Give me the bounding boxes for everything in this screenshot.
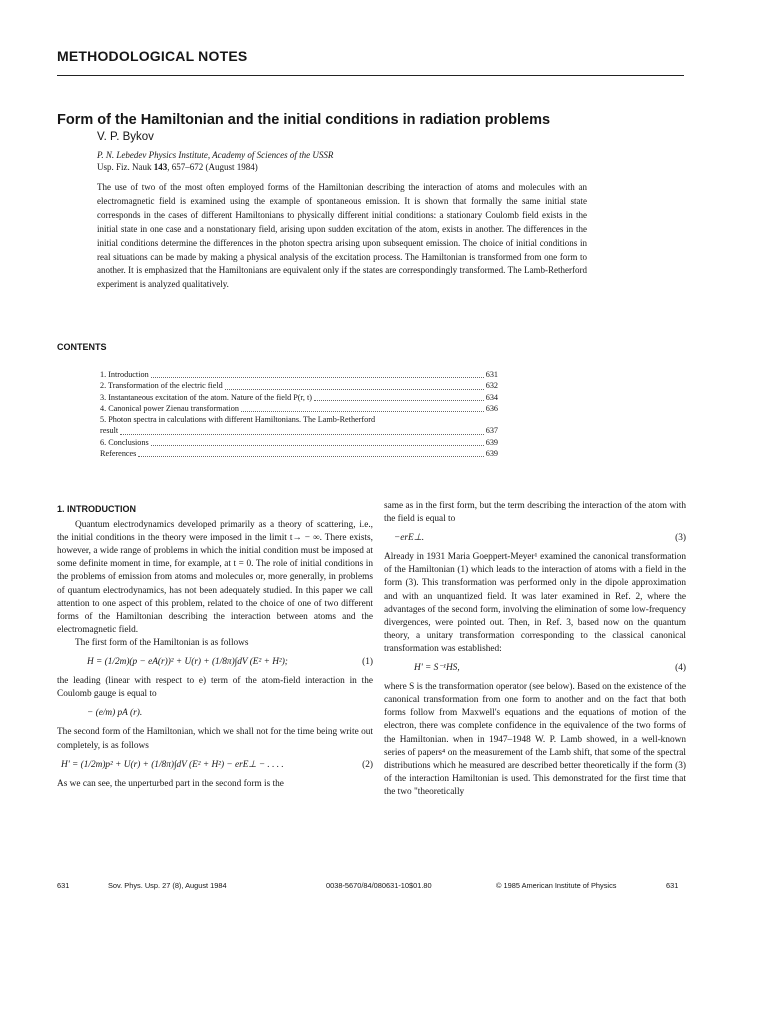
paragraph: The second form of the Hamiltonian, which we shall not for the time being write out completely, is as follows xyxy=(57,727,373,751)
toc-leader xyxy=(120,434,484,435)
paragraph: Quantum electrodynamics developed primarily as a theory of scattering, i.e., the initial conditions in the theory were imposed in the limit t→ − ∞. There exists, however, a wide range of problems in which the initial condition must be imposed at some definite moment in time, for example, at t = 0. The role of initial conditions in the problems of emission from atoms and molecules or, more generally, in problems of quantum electrodynamics, has not been adequately studied. In this paper we call attention to one aspect of this problem, related to the choice of one of two different forms of the Hamiltonian describing the interaction between atoms and the electromagnetic field. xyxy=(57,520,373,635)
toc-item-page: 634 xyxy=(485,392,498,402)
equation-body: −erE⊥. xyxy=(394,533,425,544)
toc-leader xyxy=(151,377,484,378)
toc-item[interactable] xyxy=(100,437,498,448)
toc-item-title: 6. Conclusions xyxy=(100,437,149,447)
equation-number: (4) xyxy=(675,663,686,674)
toc-item-title: 3. Instantaneous excitation of the atom. Nature of the field P(r, t) xyxy=(100,392,313,402)
paragraph: the leading (linear with respect to e) term of the atom-field interaction in the Coulomb gauge is equal to xyxy=(57,676,373,700)
citation-prefix: Usp. Fiz. Nauk xyxy=(97,162,154,172)
toc-item[interactable] xyxy=(100,380,498,391)
contents-heading: CONTENTS xyxy=(57,342,107,352)
paragraph: same as in the first form, but the term describing the interaction of the atom with the field is equal to xyxy=(384,501,686,525)
footer-code: 0038-5670/84/080631-10$01.80 xyxy=(326,881,432,890)
article-citation xyxy=(97,162,258,172)
equation-interaction xyxy=(57,707,373,720)
toc-item[interactable] xyxy=(100,369,498,380)
toc-item-title: 4. Canonical power Zienau transformation xyxy=(100,403,239,413)
toc-item[interactable] xyxy=(100,448,498,459)
author-affiliation: P. N. Lebedev Physics Institute, Academy of Sciences of the USSR xyxy=(97,150,334,160)
toc-item-page: 637 xyxy=(485,426,498,436)
paragraph: The first form of the Hamiltonian is as follows xyxy=(75,637,249,648)
toc-leader xyxy=(241,411,484,412)
body-column-left xyxy=(57,503,373,791)
toc-leader xyxy=(314,400,484,401)
toc-item[interactable] xyxy=(100,392,498,403)
toc-item-title: result xyxy=(100,426,119,436)
toc-item-page: 631 xyxy=(485,370,498,379)
abstract: The use of two of the most often employed forms of the Hamiltonian describing the interaction of atoms and molecules with an electromagnetic field is examined using the example of spontaneous emission. It is shown that formally the same initial state corresponds in the cases of different Hamiltonians to physically different initial conditions: a stationary Coulomb field exists in the initial state in one case and a nonstationary field, arising upon sudden excitation of the atom, exists in another. The differences in the initial conditions determine the differences in the photon spectra arising upon subsequent emission. The choice of initial conditions in real situations can be made by making a physical analysis of the excitation process. The Hamiltonian is transformed from one form to another. It is emphasized that the Hamiltonians are equivalent only if the states are correspondingly transformed. The Lamb-Retherford experiment is analyzed qualitatively. xyxy=(97,182,587,290)
paragraph: As we can see, the unperturbed part in the second form is the xyxy=(57,778,284,789)
section-label: METHODOLOGICAL NOTES xyxy=(57,48,248,64)
footer-copyright: © 1985 American Institute of Physics xyxy=(496,881,617,890)
paragraph: Already in 1931 Maria Goeppert-Meyer¹ examined the canonical transformation of the Hamiltonian (1) which leads to the interaction of atoms with a field in the form (3). This transformation was performed only in the dipole approximation and with an unquantized field. It was later examined in Ref. 2, where the advantages of the second form, involving the elimination of some low-frequency divergences, were pointed out. Then, in Ref. 3, based now on the quantum theory, a unitary transformation corresponding to the classical canonical transformation was established: xyxy=(384,552,686,654)
paragraph: where S is the transformation operator (see below). Based on the existence of the canonical transformation from one form to another and on the fact that both forms follow from Maxwell's equations and the equations of motion of the electron, there was complete confidence in the equivalence of the two forms of the Hamiltonian. when in 1947–1948 W. P. Lamb showed, in a well-known series of papers⁴ on the measurement of the Lamb shift, that some of the spectral distributions which he measured are described better theoretically if the form (3) of the interaction Hamiltonian is used. This demonstrated for the first time that the two "theoretically xyxy=(384,682,686,797)
footer-journal: Sov. Phys. Usp. 27 (8), August 1984 xyxy=(108,881,227,890)
equation-body: H' = (1/2m)p² + U(r) + (1/8π)∫dV (E² + H²) − erE⊥ − . . . . xyxy=(61,759,284,770)
equation-2 xyxy=(57,759,373,772)
toc-item-page: 639 xyxy=(485,437,498,447)
toc-item[interactable] xyxy=(100,414,498,425)
article-author: V. P. Bykov xyxy=(97,131,154,143)
citation-volume: 143 xyxy=(153,162,168,172)
equation-number: (2) xyxy=(362,759,373,770)
body-column-right xyxy=(384,500,686,799)
equation-body: H = (1/2m)(p − eA(r))² + U(r) + (1/8π)∫dV (E² + H²); xyxy=(87,657,288,668)
equation-number: (3) xyxy=(675,533,686,544)
toc-leader xyxy=(225,389,484,390)
table-of-contents xyxy=(100,369,498,459)
toc-leader xyxy=(138,456,483,457)
equation-body: − (e/m) pA (r). xyxy=(87,708,143,719)
section-heading: 1. INTRODUCTION xyxy=(57,504,137,514)
equation-number: (1) xyxy=(362,657,373,668)
footer-page-number-right: 631 xyxy=(666,881,679,890)
equation-4 xyxy=(384,662,686,675)
toc-item-title: 2. Transformation of the electric field xyxy=(100,381,223,391)
toc-item-title: 5. Photon spectra in calculations with different Hamiltonians. The Lamb-Retherford xyxy=(100,415,376,425)
article-title: Form of the Hamiltonian and the initial conditions in radiation problems xyxy=(57,112,551,128)
toc-item-page: 632 xyxy=(485,381,498,391)
equation-1 xyxy=(57,656,373,669)
equation-body: H' = S⁻¹HS, xyxy=(414,663,460,674)
toc-item-title: References xyxy=(100,449,137,459)
equation-3 xyxy=(384,532,686,545)
toc-leader xyxy=(151,445,484,446)
toc-item[interactable] xyxy=(100,425,498,436)
toc-item-page: 639 xyxy=(485,449,498,459)
footer-page-number-left: 631 xyxy=(57,881,70,890)
citation-suffix: , 657–672 (August 1984) xyxy=(167,162,258,172)
header-rule xyxy=(57,75,684,76)
toc-item-page: 636 xyxy=(485,403,498,413)
toc-item-title: 1. Introduction xyxy=(100,370,149,379)
toc-item[interactable] xyxy=(100,403,498,414)
